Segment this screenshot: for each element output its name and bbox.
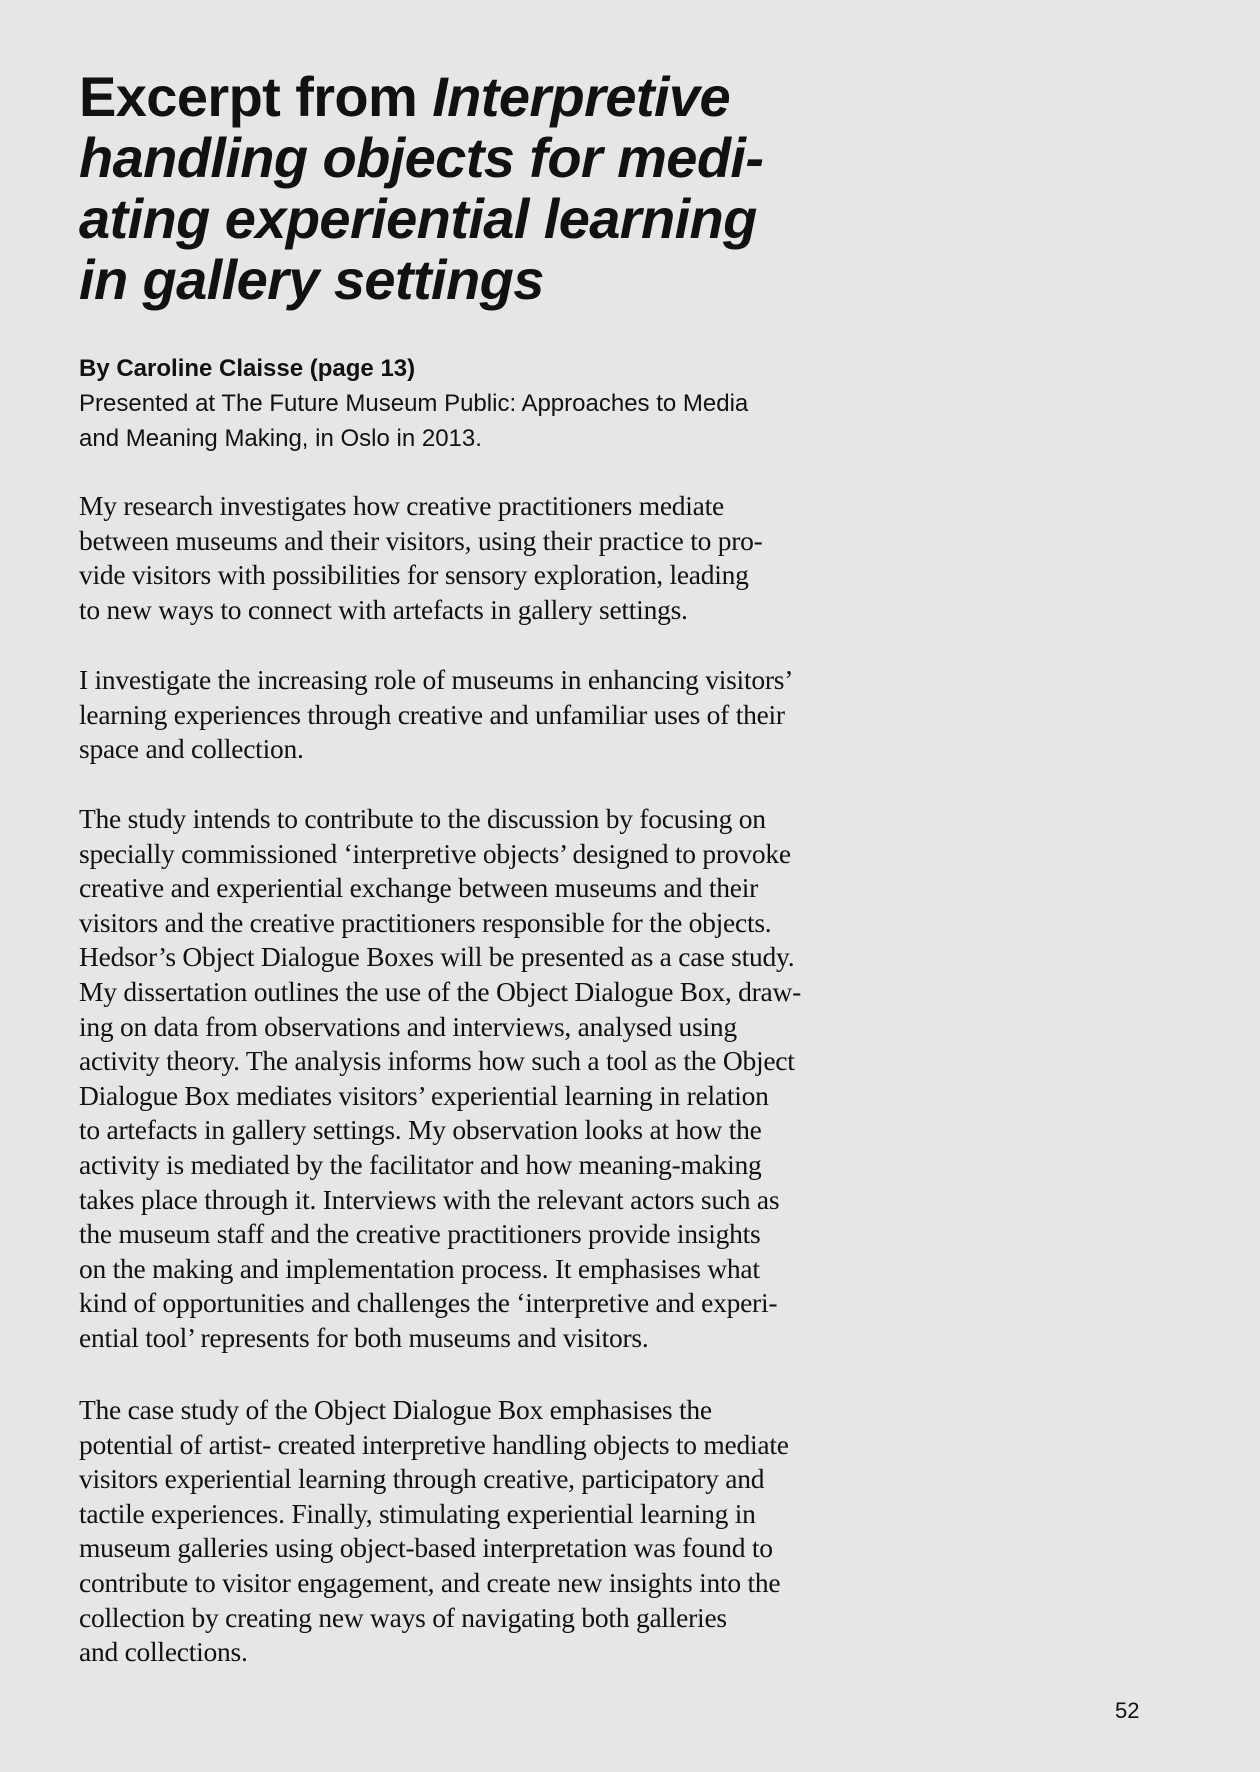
paragraph-line: space and collection.: [79, 733, 304, 765]
paragraph-line: I investigate the increasing role of museums in enhancing visitors’: [79, 664, 794, 695]
paragraph-line: contribute to visitor engagement, and create new insights into the: [79, 1566, 781, 1598]
paragraph-line: activity is mediated by the facilitator and how meaning-making: [79, 1148, 762, 1180]
paragraph-line: specially commissioned ‘interpretive objects’ designed to provoke: [79, 837, 791, 869]
body-paragraph-4: [79, 1393, 899, 1670]
body-paragraph-1: [79, 489, 899, 627]
paragraph-line: My research investigates how creative practitioners mediate: [79, 490, 724, 521]
presentation-note: [79, 386, 748, 456]
paragraph-line: vide visitors with possibilities for sensory exploration, leading: [79, 559, 749, 591]
title-line-1: [79, 66, 879, 127]
title-line-1-italic: Interpretive: [432, 65, 730, 128]
paragraph-line: activity theory. The analysis informs how such a tool as the Object: [79, 1045, 795, 1077]
paragraph-line: to new ways to connect with artefacts in gallery settings.: [79, 593, 688, 625]
presentation-note-line: Presented at The Future Museum Public: Approaches to Media: [79, 390, 749, 417]
paragraph-line: and collections.: [79, 1636, 248, 1668]
paragraph-line: on the making and implementation process. It emphasises what: [79, 1252, 760, 1284]
paragraph-line: kind of opportunities and challenges the ‘interpretive and experi-: [79, 1287, 778, 1319]
title-line-3: ating experiential learning: [79, 187, 757, 250]
author-byline: By Caroline Claisse (page 13): [79, 355, 416, 382]
presentation-note-line: and Meaning Making, in Oslo in 2013.: [79, 425, 482, 452]
paragraph-line: The case study of the Object Dialogue Box emphasises the: [79, 1394, 712, 1425]
paragraph-line: ential tool’ represents for both museums and visitors.: [79, 1321, 649, 1353]
title-line-4: in gallery settings: [79, 248, 544, 311]
paragraph-line: to artefacts in gallery settings. My observation looks at how the: [79, 1114, 762, 1146]
body-paragraph-3: [79, 802, 899, 1356]
title-line-2: handling objects for medi-: [79, 126, 764, 189]
paragraph-line: The study intends to contribute to the discussion by focusing on: [79, 803, 766, 834]
paragraph-line: between museums and their visitors, using their practice to pro-: [79, 524, 763, 556]
paragraph-line: potential of artist- created interpretive handling objects to mediate: [79, 1428, 789, 1460]
page-title: [79, 66, 879, 310]
paragraph-line: visitors experiential learning through creative, participatory and: [79, 1463, 765, 1495]
page-number: 52: [1115, 1698, 1140, 1723]
paragraph-line: collection by creating new ways of navigating both galleries: [79, 1601, 727, 1633]
body-paragraph-2: [79, 663, 899, 767]
paragraph-line: takes place through it. Interviews with the relevant actors such as: [79, 1183, 780, 1215]
paragraph-line: museum galleries using object-based interpretation was found to: [79, 1532, 773, 1564]
paragraph-line: the museum staff and the creative practitioners provide insights: [79, 1218, 761, 1250]
paragraph-line: Dialogue Box mediates visitors’ experiential learning in relation: [79, 1079, 769, 1111]
paragraph-line: creative and experiential exchange between museums and their: [79, 872, 759, 904]
paragraph-line: My dissertation outlines the use of the Object Dialogue Box, draw-: [79, 975, 802, 1007]
paragraph-line: learning experiences through creative and unfamiliar uses of their: [79, 698, 785, 730]
paragraph-line: Hedsor’s Object Dialogue Boxes will be presented as a case study.: [79, 941, 795, 973]
title-line-1-regular: Excerpt from: [79, 65, 433, 128]
paragraph-line: tactile experiences. Finally, stimulating experiential learning in: [79, 1497, 756, 1529]
paragraph-line: visitors and the creative practitioners responsible for the objects.: [79, 906, 772, 938]
paragraph-line: ing on data from observations and interviews, analysed using: [79, 1010, 737, 1042]
